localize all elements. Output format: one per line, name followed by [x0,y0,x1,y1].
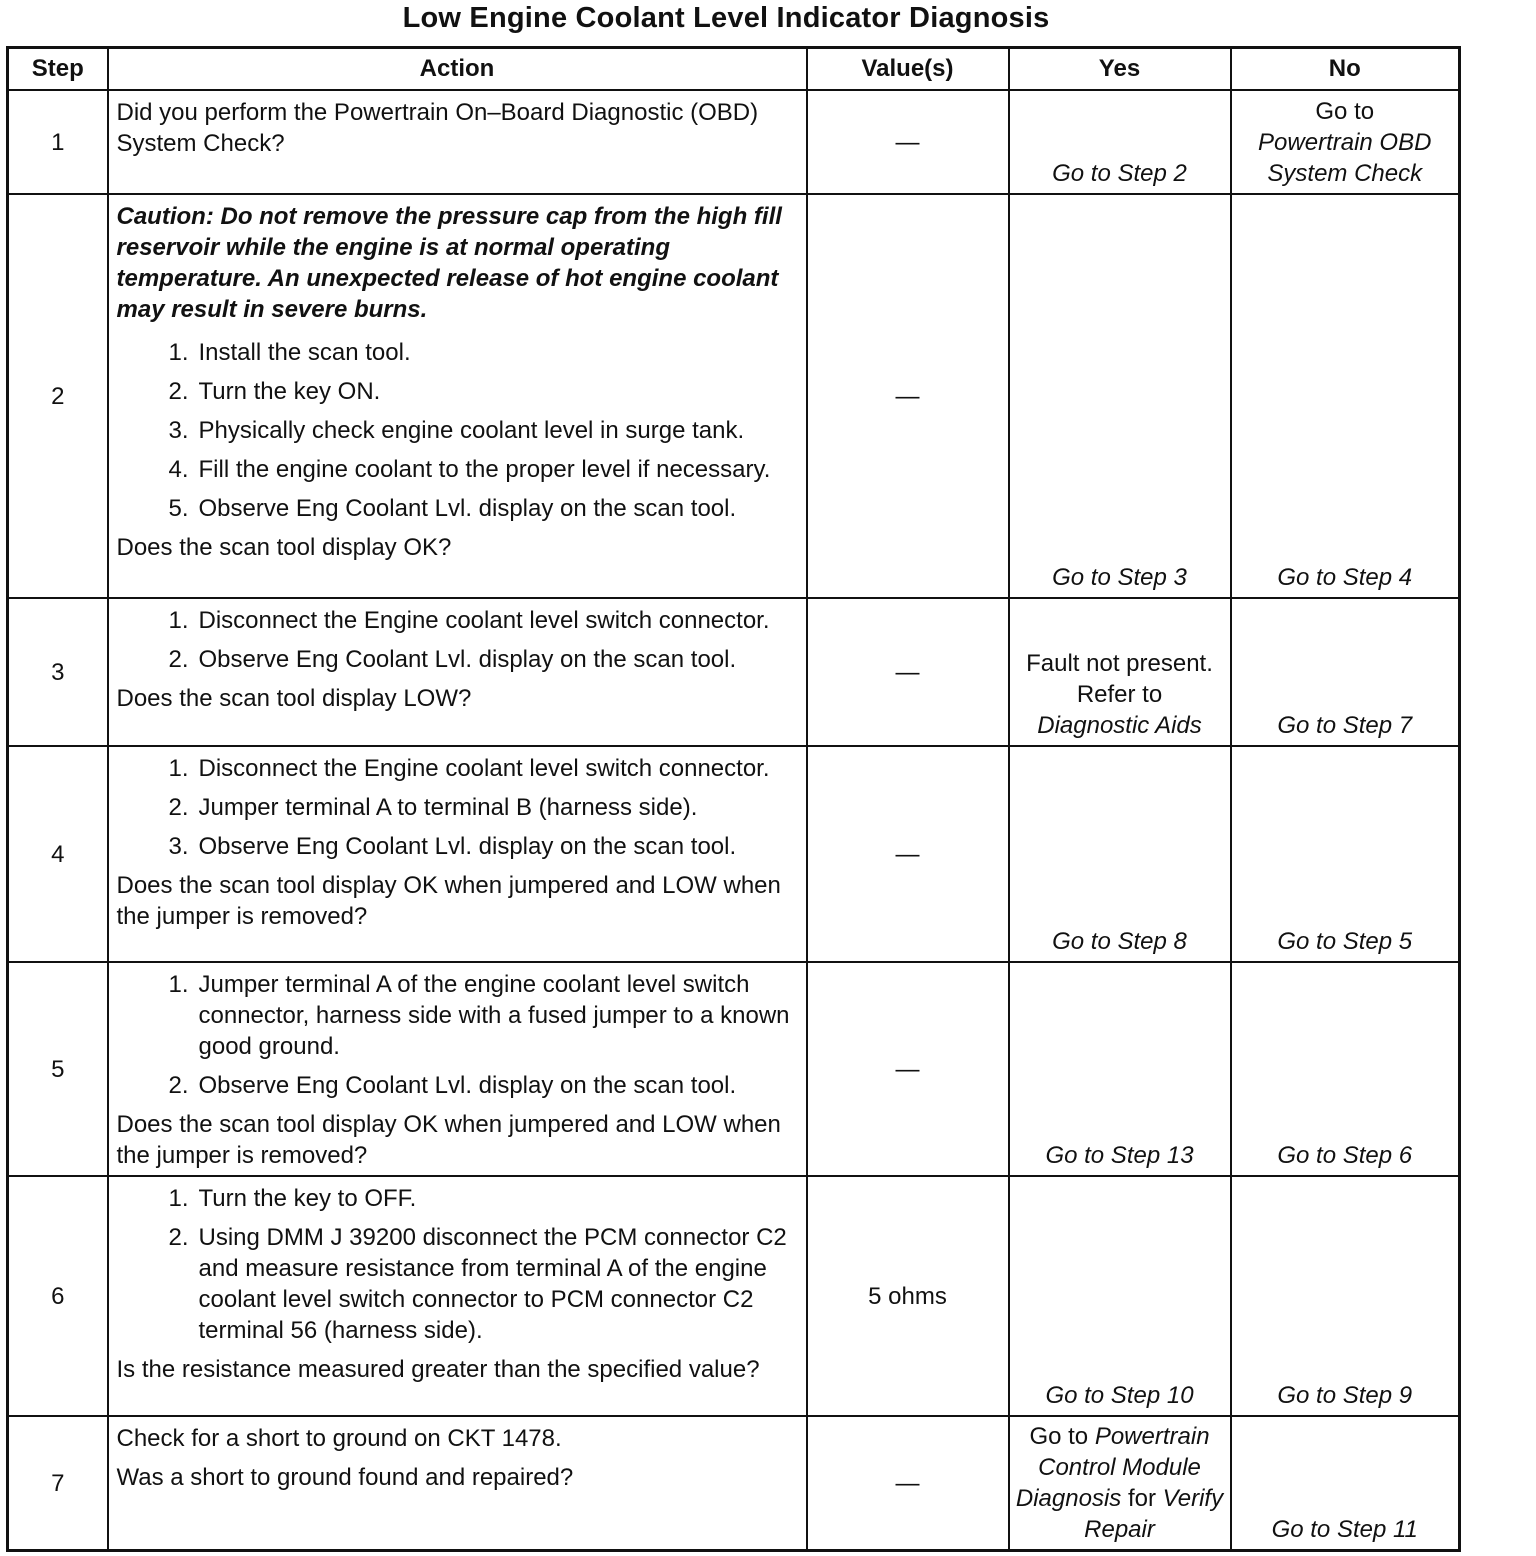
item-text: Disconnect the Engine coolant level switch connector. [198,607,770,634]
instruction-list [117,1183,798,1346]
step-number: 2 [8,194,108,598]
no-cell [1231,598,1460,746]
list-item [117,605,798,636]
item-number: 5. [168,495,189,522]
value-cell: — [807,194,1009,598]
yes-cell [1009,746,1231,962]
list-item [117,1070,798,1101]
table-row [8,90,1460,194]
action-cell [108,194,807,598]
question: Did you perform the Powertrain On–Board Diagnostic (OBD) System Check? [116,99,759,157]
yes-link[interactable]: Go to Step 10 [1045,1382,1194,1409]
caution-text: Caution: Do not remove the pressure cap from the high fill reservoir while the engine is at normal operating temperature. An unexpected release of hot engine coolant may result in severe burns. [116,203,782,323]
yes-link[interactable]: Go to Step 2 [1052,160,1187,187]
item-text: Turn the key to OFF. [198,1185,417,1212]
action-cell [108,90,807,194]
no-link[interactable]: Go to Step 11 [1271,1516,1418,1543]
question: Does the scan tool display OK? [116,534,452,561]
list-item [117,1222,798,1346]
no-link[interactable]: Go to Step 7 [1277,712,1413,739]
item-text: Disconnect the Engine coolant level switch connector. [198,755,770,782]
yes-cell [1009,1416,1231,1551]
header-action: Action [108,48,807,91]
step-number: 7 [8,1416,108,1551]
item-text: Turn the key ON. [198,378,381,405]
item-number: 2. [168,378,189,405]
table-row [8,598,1460,746]
item-number: 1. [168,971,189,998]
item-text: Install the scan tool. [198,339,411,366]
table-row [8,746,1460,962]
step-number: 5 [8,962,108,1176]
table-row [8,962,1460,1176]
value-cell: — [807,746,1009,962]
value-cell: 5 ohms [807,1176,1009,1416]
item-number: 1. [168,755,189,782]
item-number: 2. [168,1072,189,1099]
no-link[interactable]: Go to Step 5 [1277,928,1413,955]
table-row [8,194,1460,598]
yes-cell [1009,194,1231,598]
list-item [117,753,798,784]
no-cell [1231,746,1460,962]
question: Does the scan tool display OK when jumpered and LOW when the jumper is removed? [116,1111,781,1169]
step-number: 3 [8,598,108,746]
step-number: 6 [8,1176,108,1416]
list-item [117,831,798,862]
item-text: Using DMM J 39200 disconnect the PCM connector C2 and measure resistance from terminal A of the engine coolant level switch connector to PCM connector C2 terminal 56 (harness side). [198,1224,787,1344]
diagnosis-table [6,46,1461,1552]
list-item [117,969,798,1062]
item-number: 2. [168,1224,189,1251]
instruction-line: Check for a short to ground on CKT 1478. [116,1425,562,1452]
item-text: Physically check engine coolant level in surge tank. [198,417,745,444]
no-cell [1231,90,1460,194]
value-cell: — [807,598,1009,746]
page-title: Low Engine Coolant Level Indicator Diagnosis [402,2,1050,34]
step-number: 4 [8,746,108,962]
yes-text: Fault not present. Refer to [1026,650,1213,708]
value-cell: — [807,1416,1009,1551]
no-cell [1231,194,1460,598]
action-cell [108,1176,807,1416]
list-item [117,376,798,407]
yes-text: Go to [1029,1423,1089,1450]
header-yes: Yes [1009,48,1231,91]
list-item [117,792,798,823]
item-number: 2. [168,794,189,821]
item-number: 1. [168,1185,189,1212]
no-link[interactable]: Powertrain OBD System Check [1258,129,1432,187]
header-step: Step [8,48,108,91]
item-text: Observe Eng Coolant Lvl. display on the scan tool. [198,646,737,673]
list-item [117,1183,798,1214]
action-cell [108,746,807,962]
question: Is the resistance measured greater than the specified value? [116,1356,760,1383]
table-row [8,1176,1460,1416]
header-value: Value(s) [807,48,1009,91]
item-text: Jumper terminal A of the engine coolant level switch connector, harness side with a fused jumper to a known good ground. [198,971,790,1060]
instruction-list [117,753,798,862]
yes-link[interactable]: Go to Step 3 [1052,564,1187,591]
item-number: 4. [168,456,189,483]
yes-link[interactable]: Go to Step 13 [1045,1142,1194,1169]
item-text: Observe Eng Coolant Lvl. display on the scan tool. [198,1072,737,1099]
yes-link[interactable]: Go to Step 8 [1052,928,1187,955]
yes-link[interactable]: Diagnostic Aids [1037,712,1202,739]
item-number: 3. [168,833,189,860]
yes-cell [1009,962,1231,1176]
list-item [117,415,798,446]
action-cell [108,598,807,746]
yes-text-for: for [1127,1485,1156,1512]
no-link[interactable]: Go to Step 6 [1277,1142,1413,1169]
action-cell [108,1416,807,1551]
yes-link[interactable]: Powertrain Control Module Diagnosis [1015,1423,1210,1512]
instruction-list [117,337,798,524]
yes-cell [1009,598,1231,746]
no-text: Go to [1315,98,1375,125]
list-item [117,337,798,368]
question: Does the scan tool display LOW? [116,685,472,712]
no-link[interactable]: Go to Step 9 [1277,1382,1413,1409]
list-item [117,454,798,485]
instruction-list [117,969,798,1101]
table-row [8,1416,1460,1551]
yes-cell [1009,90,1231,194]
header-row [8,48,1460,91]
value-cell: — [807,962,1009,1176]
question: Does the scan tool display OK when jumpered and LOW when the jumper is removed? [116,872,781,930]
value-cell: — [807,90,1009,194]
list-item [117,493,798,524]
header-no: No [1231,48,1460,91]
no-cell [1231,1416,1460,1551]
no-link[interactable]: Go to Step 4 [1277,564,1413,591]
step-number: 1 [8,90,108,194]
list-item [117,644,798,675]
yes-cell [1009,1176,1231,1416]
question: Was a short to ground found and repaired? [116,1464,574,1491]
item-number: 3. [168,417,189,444]
item-text: Observe Eng Coolant Lvl. display on the scan tool. [198,495,737,522]
item-text: Observe Eng Coolant Lvl. display on the scan tool. [198,833,737,860]
no-cell [1231,962,1460,1176]
action-cell [108,962,807,1176]
item-text: Jumper terminal A to terminal B (harness side). [198,794,698,821]
no-cell [1231,1176,1460,1416]
item-number: 1. [168,339,189,366]
instruction-list [117,605,798,675]
item-number: 1. [168,607,189,634]
item-text: Fill the engine coolant to the proper level if necessary. [198,456,771,483]
yes-link-verify-repair[interactable]: Verify Repair [1084,1485,1224,1543]
item-number: 2. [168,646,189,673]
